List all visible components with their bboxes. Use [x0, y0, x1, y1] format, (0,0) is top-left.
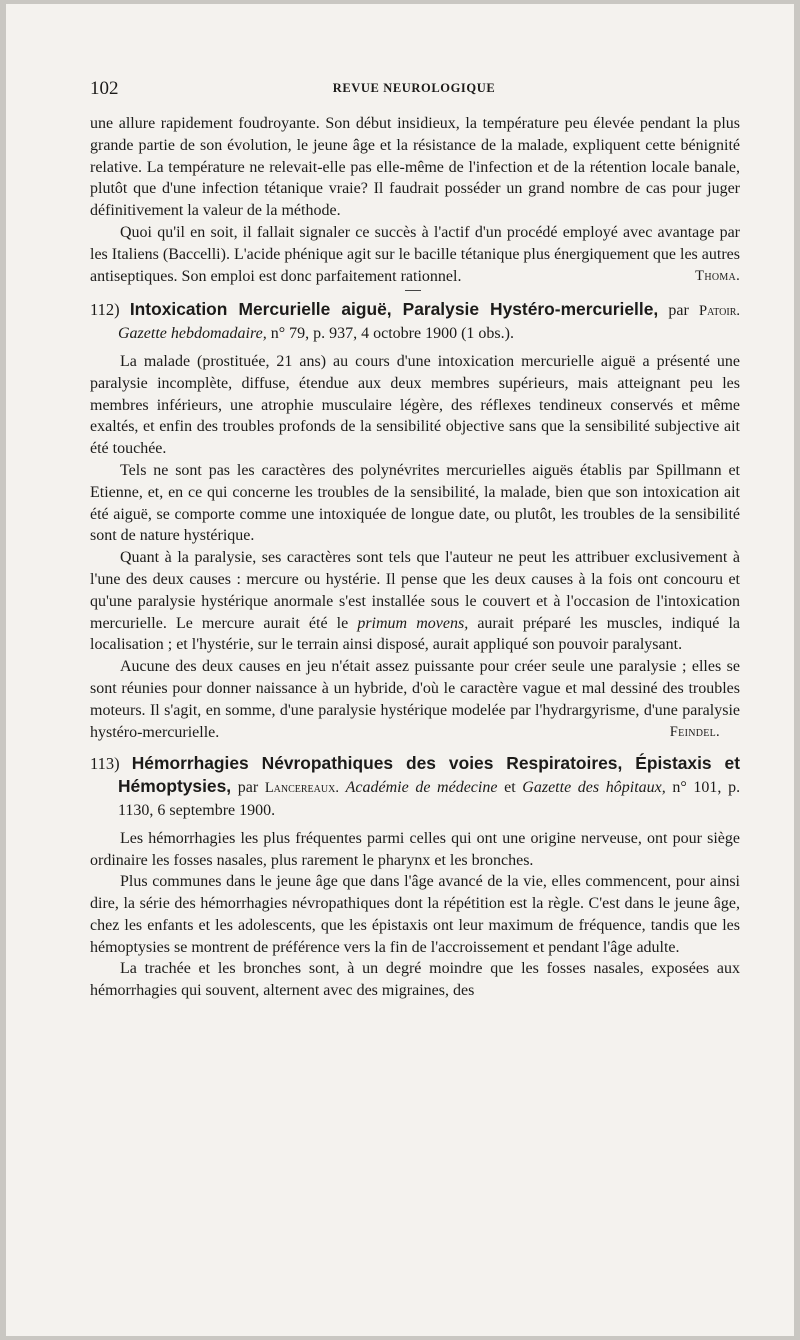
- article-111-paragraph-2: [90, 222, 740, 287]
- article-112-citation: n° 79, p. 937, 4 octobre 1900 (1 obs.).: [270, 325, 514, 343]
- section-divider: [405, 290, 421, 291]
- page-header: [90, 80, 738, 100]
- article-113-et: et: [504, 779, 516, 797]
- article-112-paragraph-1: La malade (prostituée, 21 ans) au cours d'une intoxication mercurielle aiguë a présenté une paralysie incomplète, diffuse, étendue aux deux membres supérieurs, mais atteignant peu les membres inférieurs, une atrophie musculaire légère, des réflexes tendineux conservés et même exaltés, et enfin des troubles profonds de la sensibilité objective sans que la sensibilité subjective ait été touchée.: [90, 352, 740, 458]
- article-112-heading: [90, 299, 740, 345]
- article-112-journal: Gazette hebdomadaire,: [118, 325, 267, 343]
- article-112-paragraph-4: [90, 656, 740, 743]
- article-113-number: 113): [90, 754, 120, 774]
- article-112-paragraph-2: Tels ne sont pas les caractères des polynévrites mercurielles aiguës établis par Spillmann et Etienne, et, en ce qui concerne les troubles de la sensibilité, la malade, bien que son intoxication ait été aiguë, se comporte comme une intoxiquée de longue date, ou plutôt, les troubles de la sensibilité sont de nature hystérique.: [90, 461, 740, 545]
- article-113-citation: n° 101, p. 1130, 6 septembre 1900.: [118, 779, 741, 819]
- article-113-par: par: [237, 779, 259, 797]
- article-112-number: 112): [90, 300, 120, 320]
- article-113-heading: [90, 753, 740, 821]
- page-body: [90, 113, 740, 1002]
- page-number: 102: [90, 78, 119, 99]
- running-title: REVUE NEUROLOGIQUE: [332, 81, 496, 95]
- article-113-author: Lancereaux.: [264, 780, 339, 797]
- document-page: [6, 4, 794, 1336]
- article-112-signature: Feindel.: [669, 723, 720, 740]
- article-113-paragraph-1: Les hémorrhagies les plus fréquentes parmi celles qui ont une origine nerveuse, ont pour siège ordinaire les fosses nasales, plus rarement le pharynx et les bronches.: [90, 829, 740, 869]
- article-111-signature: Thoma.: [695, 267, 740, 284]
- article-113-journal-2: Gazette des hôpitaux,: [522, 779, 666, 797]
- article-111-paragraph-1: une allure rapidement foudroyante. Son début insidieux, la température peu élevée pendant la plus grande partie de son évolution, le jeune âge et la résistance de la malade, expliquent cette bénignité relative. La température ne relevait-elle pas elle-même de l'infection et de la rétention locale banale, plutôt que d'une infection tétanique vraie? Il faudrait posséder un grand nombre de cas pour juger définitivement la valeur de la méthode.: [90, 115, 740, 220]
- article-112-author: Patoir.: [699, 303, 740, 320]
- article-113-paragraph-3: La trachée et les bronches sont, à un degré moindre que les fosses nasales, exposées aux hémorrhagies qui souvent, alternent avec des migraines, des: [90, 960, 740, 1000]
- article-112-paragraph-4-text: Aucune des deux causes en jeu n'était assez puissante pour créer seule une paralysie ; elles se sont réunies pour donner naissance à un hybride, d'où le caractère vague et mal dessiné des troubles moteurs. Il s'agit, en somme, d'une paralysie hystérique modelée par l'hydrargyrisme, d'une paralysie hystéro-mercurielle.: [90, 658, 740, 741]
- article-112-par: par: [668, 302, 689, 320]
- article-112-title: Intoxication Mercurielle aiguë, Paralysie Hystéro-mercurielle,: [129, 299, 659, 320]
- article-112-paragraph-3-before: Quant à la paralysie, ses caractères sont tels que l'auteur ne peut les attribuer exclusivement à l'une des deux causes : mercure ou hystérie. Il pense que les deux causes à la fois ont concouru et qu'une paralysie hystérique anormale s'est installée sous le couvert et à l'occasion de l'intoxication mercurielle. Le mercure aurait été le: [90, 549, 740, 632]
- article-111-paragraph-2-text: Quoi qu'il en soit, il fallait signaler ce succès à l'actif d'un procédé employé avec avantage par les Italiens (Baccelli). L'acide phénique agit sur le bacille tétanique plus énergiquement que les autres antiseptiques. Son emploi est donc parfaitement rationnel.: [90, 223, 740, 285]
- article-112-paragraph-3: [90, 547, 740, 656]
- article-113-title: Hémorrhagies Névropathiques des voies Respiratoires, Épistaxis et Hémoptysies,: [118, 753, 741, 797]
- article-112-paragraph-3-after: aurait préparé les muscles, indiqué la localisation ; et l'hystérie, sur le terrain ainsi disposé, aurait appliqué son pouvoir paralysant.: [90, 614, 741, 654]
- article-113-journal-1: Académie de médecine: [345, 779, 498, 797]
- article-113-paragraph-2: Plus communes dans le jeune âge que dans l'âge avancé de la vie, elles commencent, pour ainsi dire, la série des hémorrhagies névropathiques dont la répétition est la règle. C'est dans le jeune âge, chez les enfants et les adolescents, que les épistaxis ont leur maximum de fréquence, tandis que les hémoptysies se montrent de préférence vers la fin de l'accroissement et pendant l'âge adulte.: [90, 873, 740, 956]
- article-112-latin-phrase: primum movens,: [357, 614, 469, 632]
